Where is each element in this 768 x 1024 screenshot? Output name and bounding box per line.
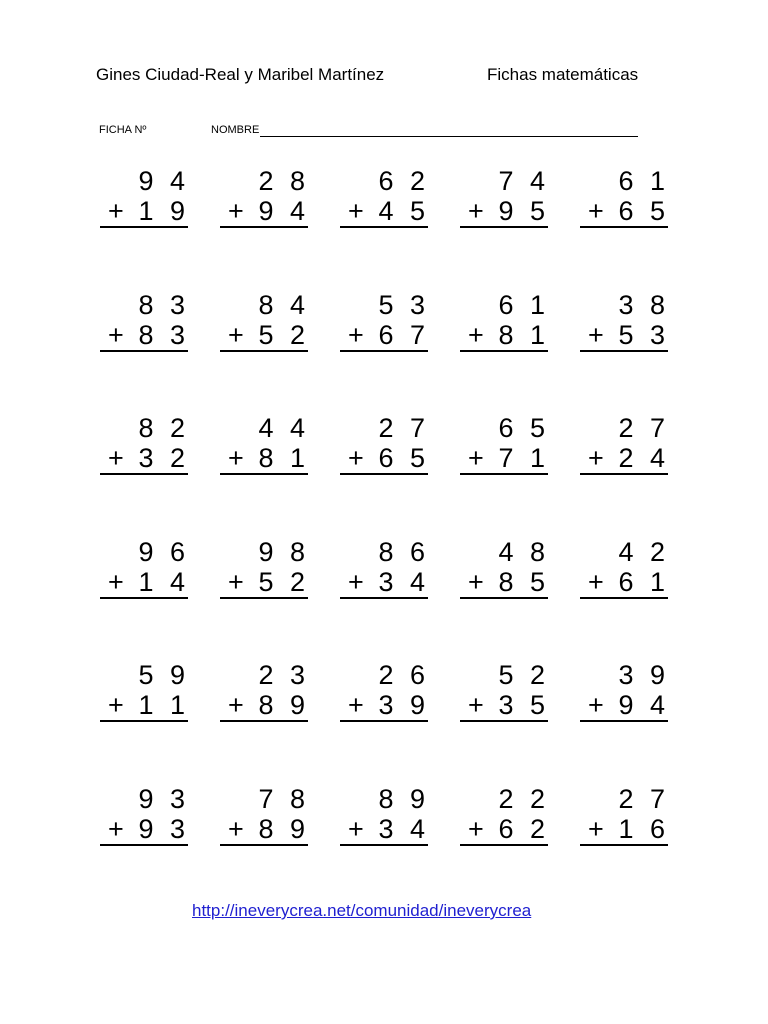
problem-bottom-number: 8 1 <box>258 443 305 473</box>
problem-bottom-number: 3 2 <box>138 443 185 473</box>
problem-bottom-number: 3 9 <box>378 690 425 720</box>
problem-bottom-line <box>340 567 428 597</box>
problem-bottom-number: 5 3 <box>618 319 665 350</box>
problem-bottom-line <box>340 320 428 350</box>
problem-bottom-number: 8 5 <box>498 566 545 597</box>
problem-bottom-number: 6 2 <box>498 813 545 844</box>
plus-sign: + <box>588 566 604 597</box>
problem-top-number: 3 9 <box>618 660 665 690</box>
problem-bottom-line <box>460 814 548 844</box>
problem-top-number: 2 2 <box>498 783 545 814</box>
problem-bottom-number: 1 9 <box>138 196 185 226</box>
problem-bottom-line <box>100 320 188 350</box>
addition-problem <box>100 784 188 846</box>
problem-top-number: 7 4 <box>498 166 545 196</box>
plus-sign: + <box>588 319 604 350</box>
addition-problem <box>100 660 188 722</box>
problem-bottom-line <box>460 443 548 473</box>
problem-bottom-number: 8 3 <box>138 319 185 350</box>
problem-bottom-line <box>220 320 308 350</box>
addition-problem <box>220 537 308 599</box>
addition-problem <box>580 413 668 475</box>
plus-sign: + <box>468 196 484 226</box>
problem-bottom-number: 9 4 <box>618 690 665 720</box>
problem-bottom-line <box>100 567 188 597</box>
problem-top-number: 2 7 <box>618 413 665 443</box>
problem-top-number: 7 8 <box>258 783 305 814</box>
problem-top-number: 5 9 <box>138 660 185 690</box>
problem-bottom-number: 3 5 <box>498 690 545 720</box>
problem-bottom-line <box>580 320 668 350</box>
problem-bottom-number: 9 5 <box>498 196 545 226</box>
problem-bottom-line <box>460 320 548 350</box>
plus-sign: + <box>228 196 244 226</box>
problem-bottom-line <box>220 814 308 844</box>
problem-bottom-number: 3 4 <box>378 813 425 844</box>
plus-sign: + <box>348 443 364 473</box>
addition-problem <box>220 784 308 846</box>
problem-top-number: 4 8 <box>498 536 545 567</box>
plus-sign: + <box>588 443 604 473</box>
addition-problem <box>220 660 308 722</box>
nombre-blank-line <box>260 125 638 137</box>
problem-bottom-number: 3 4 <box>378 566 425 597</box>
problem-bottom-line <box>580 196 668 226</box>
sheet-title: Fichas matemáticas <box>487 65 639 84</box>
addition-problem <box>340 660 428 722</box>
plus-sign: + <box>108 566 124 597</box>
problem-bottom-line <box>100 814 188 844</box>
problem-top-number: 2 3 <box>258 660 305 690</box>
plus-sign: + <box>468 690 484 720</box>
problem-bottom-line <box>580 814 668 844</box>
problem-bottom-number: 8 9 <box>258 813 305 844</box>
plus-sign: + <box>468 566 484 597</box>
plus-sign: + <box>228 566 244 597</box>
ficha-number-label: FICHA Nº <box>99 124 147 136</box>
addition-problem <box>340 537 428 599</box>
problem-bottom-line <box>340 690 428 720</box>
problem-top-number: 3 8 <box>618 289 665 320</box>
problem-top-number: 6 1 <box>498 289 545 320</box>
plus-sign: + <box>348 690 364 720</box>
addition-problem <box>460 290 548 352</box>
problem-bottom-number: 1 4 <box>138 566 185 597</box>
plus-sign: + <box>228 690 244 720</box>
problem-top-number: 8 9 <box>378 783 425 814</box>
plus-sign: + <box>228 443 244 473</box>
problem-bottom-line <box>460 567 548 597</box>
problem-top-number: 4 2 <box>618 536 665 567</box>
plus-sign: + <box>588 813 604 844</box>
problem-bottom-number: 9 3 <box>138 813 185 844</box>
problem-bottom-number: 5 2 <box>258 566 305 597</box>
addition-problem <box>460 166 548 228</box>
addition-problem <box>340 413 428 475</box>
plus-sign: + <box>468 443 484 473</box>
plus-sign: + <box>468 813 484 844</box>
plus-sign: + <box>228 813 244 844</box>
problem-bottom-number: 6 1 <box>618 566 665 597</box>
problem-top-number: 6 1 <box>618 166 665 196</box>
problem-bottom-number: 6 5 <box>618 196 665 226</box>
addition-problem <box>460 660 548 722</box>
addition-problem <box>580 537 668 599</box>
plus-sign: + <box>108 319 124 350</box>
problem-top-number: 8 2 <box>138 413 185 443</box>
problem-bottom-line <box>220 567 308 597</box>
plus-sign: + <box>468 319 484 350</box>
problem-bottom-number: 6 7 <box>378 319 425 350</box>
problem-bottom-line <box>580 443 668 473</box>
problem-bottom-line <box>580 690 668 720</box>
problems-grid <box>100 166 668 846</box>
problem-bottom-line <box>220 196 308 226</box>
problem-top-number: 6 5 <box>498 413 545 443</box>
problem-bottom-number: 1 1 <box>138 690 185 720</box>
addition-problem <box>100 290 188 352</box>
problem-top-number: 6 2 <box>378 166 425 196</box>
problem-bottom-line <box>220 690 308 720</box>
plus-sign: + <box>228 319 244 350</box>
addition-problem <box>580 784 668 846</box>
addition-problem <box>100 166 188 228</box>
addition-problem <box>340 290 428 352</box>
problem-top-number: 9 8 <box>258 536 305 567</box>
authors-heading: Gines Ciudad-Real y Maribel Martínez <box>96 65 385 84</box>
problem-top-number: 2 8 <box>258 166 305 196</box>
addition-problem <box>460 537 548 599</box>
addition-problem <box>220 166 308 228</box>
plus-sign: + <box>588 196 604 226</box>
problem-bottom-number: 2 4 <box>618 443 665 473</box>
problem-top-number: 9 6 <box>138 536 185 567</box>
problem-top-number: 5 2 <box>498 660 545 690</box>
plus-sign: + <box>108 196 124 226</box>
plus-sign: + <box>348 196 364 226</box>
addition-problem <box>220 290 308 352</box>
problem-bottom-line <box>340 196 428 226</box>
problem-top-number: 8 4 <box>258 289 305 320</box>
addition-problem <box>100 413 188 475</box>
addition-problem <box>340 166 428 228</box>
problem-bottom-line <box>100 690 188 720</box>
problem-top-number: 2 6 <box>378 660 425 690</box>
problem-bottom-number: 9 4 <box>258 196 305 226</box>
plus-sign: + <box>108 813 124 844</box>
problem-bottom-number: 7 1 <box>498 443 545 473</box>
problem-bottom-number: 6 5 <box>378 443 425 473</box>
problem-bottom-number: 8 9 <box>258 690 305 720</box>
addition-problem <box>460 413 548 475</box>
problem-top-number: 8 3 <box>138 289 185 320</box>
problem-bottom-number: 4 5 <box>378 196 425 226</box>
plus-sign: + <box>588 690 604 720</box>
problem-bottom-number: 5 2 <box>258 319 305 350</box>
plus-sign: + <box>348 813 364 844</box>
problem-bottom-line <box>100 443 188 473</box>
addition-problem <box>580 660 668 722</box>
problem-bottom-line <box>220 443 308 473</box>
addition-problem <box>220 413 308 475</box>
problem-bottom-line <box>460 196 548 226</box>
problem-bottom-number: 1 6 <box>618 813 665 844</box>
plus-sign: + <box>108 690 124 720</box>
problem-top-number: 4 4 <box>258 413 305 443</box>
plus-sign: + <box>348 319 364 350</box>
plus-sign: + <box>348 566 364 597</box>
problem-top-number: 9 4 <box>138 166 185 196</box>
nombre-field <box>211 123 638 137</box>
addition-problem <box>100 537 188 599</box>
problem-top-number: 2 7 <box>618 783 665 814</box>
problem-top-number: 2 7 <box>378 413 425 443</box>
problem-bottom-line <box>340 814 428 844</box>
addition-problem <box>580 290 668 352</box>
problem-bottom-line <box>100 196 188 226</box>
problem-top-number: 9 3 <box>138 783 185 814</box>
problem-bottom-number: 8 1 <box>498 319 545 350</box>
problem-top-number: 5 3 <box>378 289 425 320</box>
problem-bottom-line <box>460 690 548 720</box>
problem-bottom-line <box>580 567 668 597</box>
nombre-label: NOMBRE <box>211 124 260 136</box>
addition-problem <box>340 784 428 846</box>
problem-top-number: 8 6 <box>378 536 425 567</box>
addition-problem <box>580 166 668 228</box>
footer-link[interactable]: http://ineverycrea.net/comunidad/ineverycrea <box>192 901 532 920</box>
problem-bottom-line <box>340 443 428 473</box>
addition-problem <box>460 784 548 846</box>
plus-sign: + <box>108 443 124 473</box>
